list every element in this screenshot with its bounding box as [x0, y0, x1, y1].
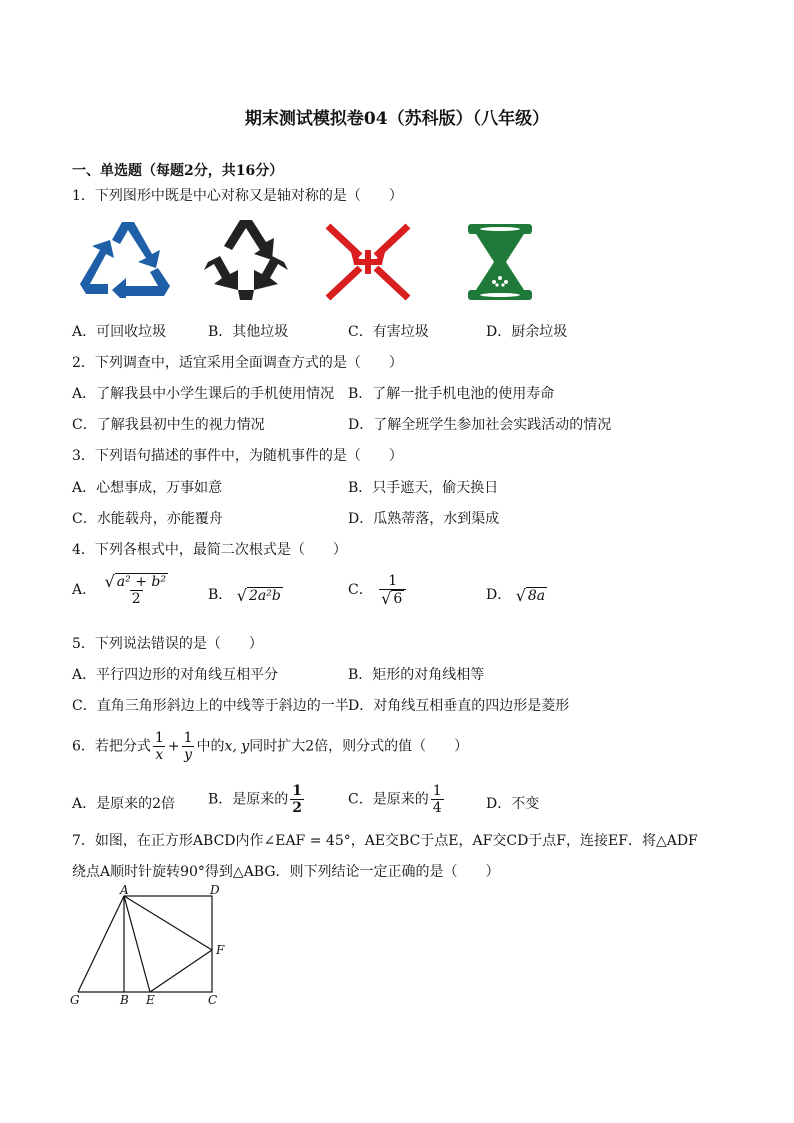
point-label-e: E	[146, 993, 155, 1007]
q5-option-d: D．对角线互相垂直的四边形是菱形	[348, 698, 570, 714]
q4-a-denominator: 2	[131, 591, 141, 607]
q6-b-num: 1	[292, 783, 303, 799]
q6-f2-den: y	[184, 747, 192, 763]
q6-c-text: C．是原来的	[348, 791, 429, 808]
q4-b-radicand: 2a²b	[248, 587, 281, 604]
q4-label-a: A．	[72, 582, 97, 598]
q6-option-b	[208, 783, 306, 816]
section-heading: 一、单选题（每题2分，共16分）	[72, 163, 284, 179]
q2-option-a: A．了解我县中小学生课后的手机使用情况	[72, 386, 335, 402]
question-7-line1: 7．如图，在正方形ABCD内作∠EAF = 45°，AE交BC于点E，AF交CD于点F，连接EF．将△ADF	[72, 833, 698, 849]
q4-c-numerator: 1	[388, 573, 398, 589]
q1-option-b: B．其他垃圾	[208, 324, 289, 340]
q4-option-a	[72, 573, 172, 607]
q6-option-c	[348, 783, 446, 816]
q6-c-den: 4	[432, 800, 442, 816]
q6-suffix: 同时扩大2倍，则分式的值（ ）	[249, 738, 469, 755]
q1-option-d: D．厨余垃圾	[486, 324, 568, 340]
q6-b-den: 2	[292, 800, 303, 816]
question-7-line2: 绕点A顺时针旋转90°得到△ABG．则下列结论一定正确的是（ ）	[72, 864, 500, 880]
q3-option-d: D．瓜熟蒂落，水到渠成	[348, 511, 500, 527]
point-label-c: C	[208, 993, 218, 1007]
q2-option-b: B．了解一批手机电池的使用寿命	[348, 386, 555, 402]
q4-option-d: D． √ 8a	[486, 585, 546, 605]
q6-option-d: D．不变	[486, 796, 540, 812]
q4-label-b: B．	[208, 587, 233, 603]
q6-f1-num: 1	[154, 730, 164, 746]
q4-a-radicand: a² + b²	[116, 574, 166, 590]
question-6-stem	[72, 730, 468, 763]
recycle-icon	[78, 216, 178, 298]
point-label-g: G	[70, 993, 80, 1007]
q4-a-fraction: √ a² + b² 2	[104, 572, 166, 607]
q6-f1-den: x	[155, 747, 164, 763]
q2-option-c: C．了解我县初中生的视力情况	[72, 417, 265, 433]
question-3-stem: 3．下列语句描述的事件中，为随机事件的是（ ）	[72, 448, 403, 464]
point-label-d: D	[210, 884, 220, 897]
q5-option-c: C．直角三角形斜边上的中线等于斜边的一半	[72, 698, 349, 714]
q6-vars: x, y	[224, 738, 250, 755]
q4-label-c: C．	[348, 582, 373, 598]
q2-option-d: D．了解全班学生参加社会实践活动的情况	[348, 417, 612, 433]
page-title: 期末测试模拟卷04（苏科版）（八年级）	[244, 109, 550, 129]
q4-option-b: B． √ 2a²b	[208, 585, 281, 605]
q4-option-c: C． 1 √ 6	[348, 573, 408, 607]
q6-option-a: A．是原来的2倍	[72, 796, 176, 812]
question-1-stem: 1．下列图形中既是中心对称又是轴对称的是（ ）	[72, 188, 403, 204]
q6-plus: +	[167, 738, 180, 755]
other-waste-icon	[200, 216, 292, 302]
q3-option-c: C．水能载舟，亦能覆舟	[72, 511, 223, 527]
q4-d-radicand: 8a	[527, 587, 546, 604]
q6-middle: 中的	[196, 738, 225, 755]
q6-c-num: 1	[432, 783, 442, 799]
hazardous-waste-icon	[324, 222, 412, 302]
q3-option-a: A．心想事成，万事如意	[72, 480, 223, 496]
point-label-a: A	[120, 884, 129, 897]
q1-option-a: A．可回收垃圾	[72, 324, 167, 340]
q6-prefix: 6．若把分式	[72, 738, 151, 755]
geometry-figure	[66, 884, 236, 1010]
q4-c-radicand: 6	[393, 591, 403, 607]
q5-option-a: A．平行四边形的对角线互相平分	[72, 667, 279, 683]
question-5-stem: 5．下列说法错误的是（ ）	[72, 636, 263, 652]
kitchen-waste-icon	[466, 222, 534, 302]
q1-option-c: C．有害垃圾	[348, 324, 429, 340]
q6-b-text: B．是原来的	[208, 791, 289, 808]
point-label-b: B	[120, 993, 129, 1007]
q4-label-d: D．	[486, 587, 512, 603]
q3-option-b: B．只手遮天，偷天换日	[348, 480, 499, 496]
question-2-stem: 2．下列调查中，适宜采用全面调查方式的是（ ）	[72, 355, 403, 371]
question-4-stem: 4．下列各根式中，最简二次根式是（ ）	[72, 542, 347, 558]
q6-f2-num: 1	[183, 730, 193, 746]
q5-option-b: B．矩形的对角线相等	[348, 667, 485, 683]
point-label-f: F	[216, 943, 225, 957]
